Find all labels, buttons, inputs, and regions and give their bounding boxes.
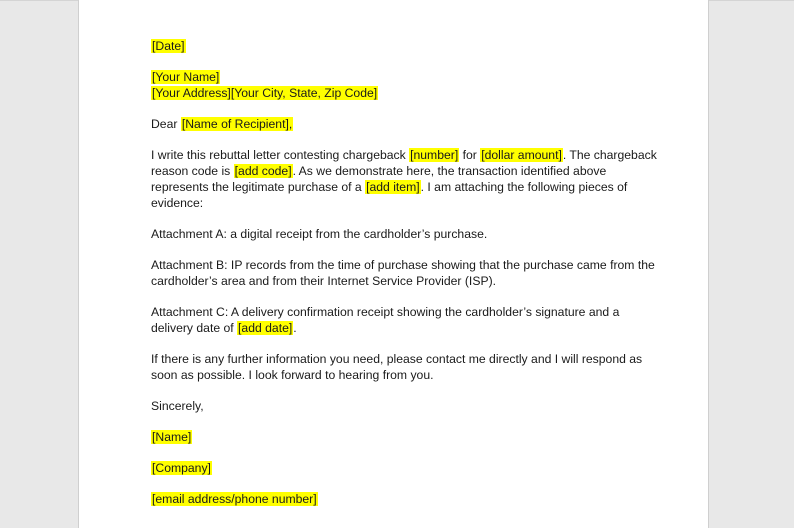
- sender-name-line: [151, 69, 661, 85]
- document-page: [78, 0, 709, 528]
- letter-body: [151, 38, 661, 522]
- p1-text-5: . I am attaching the following pieces of evidence:: [151, 180, 628, 210]
- amount-placeholder: [dollar amount]: [481, 148, 562, 162]
- company-line: [151, 460, 661, 476]
- p1-text-2: for: [459, 148, 481, 162]
- contact-line: [151, 491, 661, 507]
- attachment-c-text-2: .: [293, 321, 297, 335]
- code-placeholder: [add code]: [234, 164, 292, 178]
- attachment-c-text-1: Attachment C: A delivery confirmation receipt showing the cardholder’s signature and a delivery date of: [151, 305, 620, 335]
- attachment-b: Attachment B: IP records from the time of purchase showing that the purchase came from the cardholder’s area and from their Internet Service Provider (ISP).: [151, 258, 655, 288]
- date-placeholder: [Date]: [152, 39, 185, 53]
- sender-name-placeholder: [Your Name]: [152, 70, 220, 84]
- recipient-placeholder: [Name of Recipient],: [181, 117, 293, 131]
- signoff: Sincerely,: [151, 399, 204, 413]
- p1-text-3: . The chargeback reason code is: [151, 148, 657, 178]
- p1-text-1: I write this rebuttal letter contesting chargeback: [151, 148, 410, 162]
- company-placeholder: [Company]: [152, 461, 211, 475]
- contact-placeholder: [email address/phone number]: [152, 492, 317, 506]
- greeting-line: [151, 116, 661, 132]
- greeting-text: Dear: [151, 117, 181, 131]
- signature-name-line: [151, 429, 661, 445]
- attachment-a: Attachment A: a digital receipt from the cardholder’s purchase.: [151, 227, 488, 241]
- closing-paragraph: If there is any further information you need, please contact me directly and I will respond as soon as possible. I look forward to hearing from you.: [151, 352, 643, 382]
- paragraph-chargeback: [151, 147, 661, 211]
- sender-address-placeholder: [Your Address][Your City, State, Zip Code]: [152, 86, 378, 100]
- item-placeholder: [add item]: [366, 180, 420, 194]
- p1-text-4: . As we demonstrate here, the transaction identified above represents the legitimate purchase of a: [151, 164, 607, 194]
- attachment-c: [151, 304, 661, 336]
- number-placeholder: [number]: [410, 148, 459, 162]
- sender-address-line: [151, 85, 661, 101]
- signature-name-placeholder: [Name]: [152, 430, 192, 444]
- date-line: [151, 38, 661, 54]
- delivery-date-placeholder: [add date]: [238, 321, 293, 335]
